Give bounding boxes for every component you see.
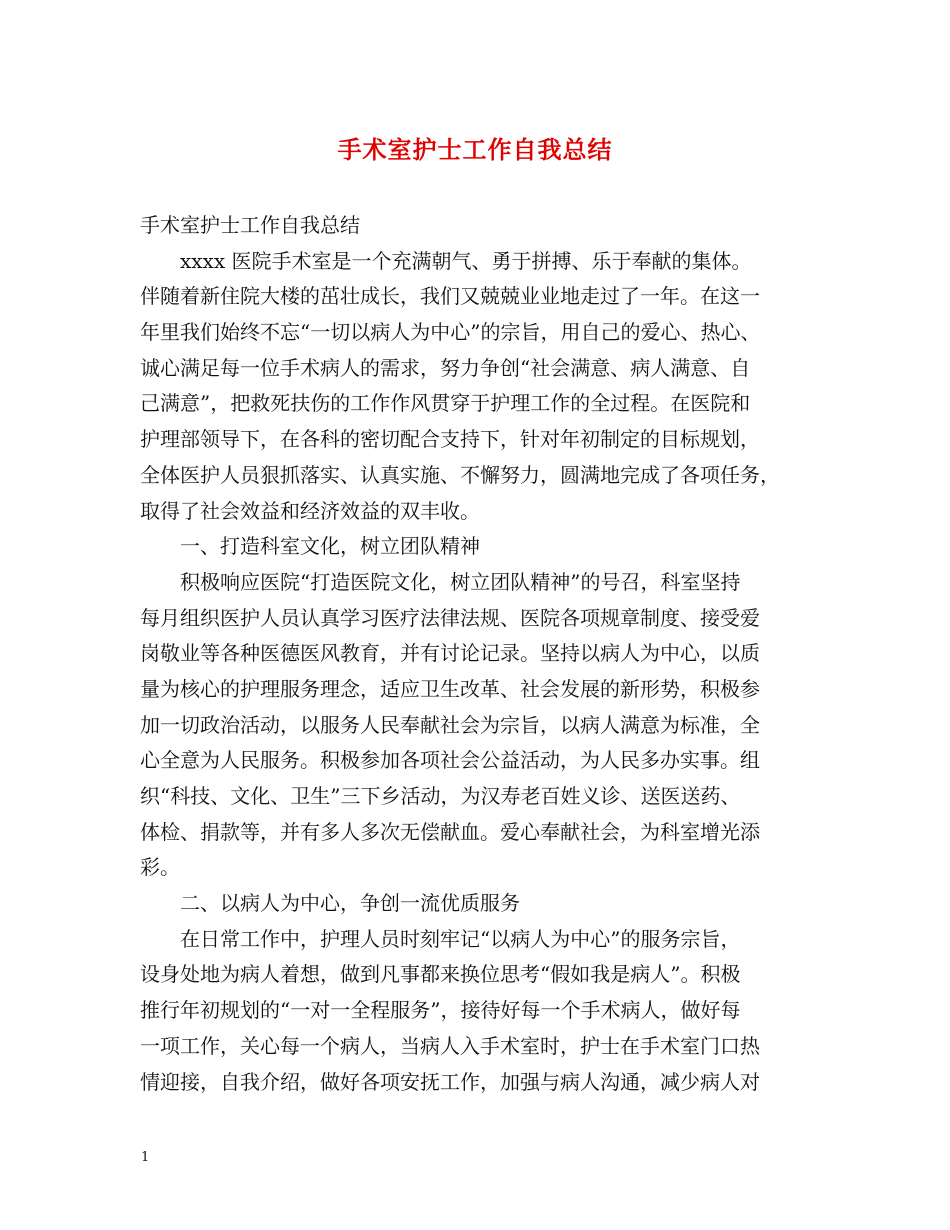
page-number: 1: [141, 1150, 150, 1165]
text-line: 年里我们始终不忘“一切以病人为中心”的宗旨，用自己的爱心、热心、: [140, 320, 761, 345]
text-line: 二、以病人为中心，争创一流优质服务: [180, 891, 520, 916]
text-line: 伴随着新住院大楼的茁壮成长，我们又兢兢业业地走过了一年。在这一: [140, 284, 760, 309]
text-line: 加一切政治活动，以服务人民奉献社会为宗旨，以病人满意为标准，全: [140, 712, 760, 737]
document-title: 手术室护士工作自我总结: [337, 135, 613, 164]
text-line: 设身处地为病人着想，做到凡事都来换位思考“假如我是病人”。积极: [140, 962, 741, 987]
text-line: 一项工作，关心每一个病人，当病人入手术室时，护士在手术室门口热: [140, 1033, 760, 1058]
text-line: 己满意”，把救死扶伤的工作作风贯穿于护理工作的全过程。在医院和: [140, 391, 751, 416]
text-line: 全体医护人员狠抓落实、认真实施、不懈努力，圆满地完成了各项任务，: [140, 462, 780, 487]
text-line: 推行年初规划的“一对一全程服务”，接待好每一个手术病人，做好每: [140, 998, 741, 1023]
text-line: 情迎接，自我介绍，做好各项安抚工作，加强与病人沟通，减少病人对: [140, 1069, 760, 1094]
text-line: 心全意为人民服务。积极参加各项社会公益活动，为人民多办实事。组: [140, 748, 760, 773]
text-line: 在日常工作中，护理人员时刻牢记“以病人为中心”的服务宗旨，: [180, 926, 741, 951]
text-line: 织“科技、文化、卫生”三下乡活动，为汉寿老百姓义诊、送医送药、: [140, 784, 741, 808]
text-line: 体检、捐款等，并有多人多次无偿献血。爱心奉献社会，为科室增光添: [140, 819, 760, 844]
text-line: xxxx 医院手术室是一个充满朝气、勇于拼搏、乐于奉献的集体。: [180, 248, 752, 273]
text-line: 诚心满足每一位手术病人的需求，努力争创“社会满意、病人满意、自: [140, 355, 751, 380]
text-line: 积极响应医院“打造医院文化，树立团队精神”的号召，科室坚持: [180, 569, 741, 594]
document-body: [140, 208, 820, 1100]
text-line: 彩。: [140, 855, 180, 880]
text-line: 取得了社会效益和经济效益的双丰收。: [140, 498, 480, 523]
text-line: 每月组织医护人员认真学习医疗法律法规、医院各项规章制度、接受爱: [140, 605, 760, 630]
text-line: 护理部领导下，在各科的密切配合支持下，针对年初制定的目标规划，: [140, 427, 760, 452]
text-line: 量为核心的护理服务理念，适应卫生改革、社会发展的新形势，积极参: [140, 676, 760, 701]
text-line: 一、打造科室文化，树立团队精神: [180, 534, 480, 559]
text-line: 手术室护士工作自我总结: [140, 213, 360, 237]
text-line: 岗敬业等各种医德医风教育，并有讨论记录。坚持以病人为中心，以质: [140, 641, 760, 666]
